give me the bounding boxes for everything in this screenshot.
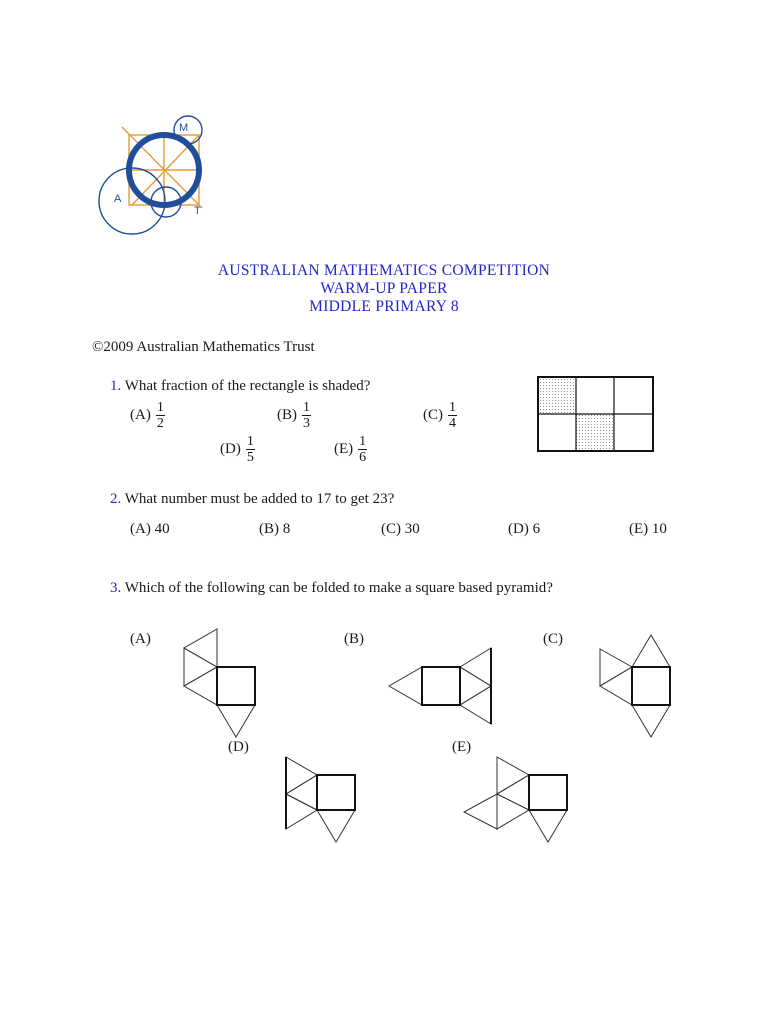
fraction-denominator: 2	[156, 416, 164, 431]
option-label: (D)	[220, 441, 241, 457]
question-text: Which of the following can be folded to make a square based pyramid?	[124, 580, 553, 596]
option-label: (B)	[277, 407, 297, 423]
q3-option-d-label[interactable]: (D)	[228, 739, 249, 755]
q2-option-c[interactable]: (C) 30	[381, 521, 420, 537]
fraction-denominator: 3	[303, 416, 310, 431]
q2-option-b[interactable]: (B) 8	[259, 521, 291, 537]
fraction-numerator: 1	[303, 400, 310, 415]
option-label: (E)	[334, 441, 354, 457]
question-text: What fraction of the rectangle is shaded?	[124, 378, 371, 394]
q3-option-e-label[interactable]: (E)	[452, 739, 472, 755]
fraction-denominator: 5	[246, 450, 254, 465]
fraction-denominator: 4	[449, 416, 456, 431]
logo-letter-a: A	[114, 193, 122, 205]
logo-letter-m: M	[179, 122, 189, 134]
option-label: (A)	[130, 407, 151, 423]
q2-option-a[interactable]: (A) 40	[130, 521, 170, 537]
question-number: 2.	[110, 491, 122, 507]
logo-letter-t: T	[194, 205, 201, 217]
paper-title: WARM-UP PAPER	[320, 280, 448, 297]
q3-option-c-label[interactable]: (C)	[543, 631, 563, 647]
q2-option-e[interactable]: (E) 10	[629, 521, 667, 537]
q3-option-a-label[interactable]: (A)	[130, 631, 151, 647]
question-number: 1.	[110, 378, 122, 394]
q3-option-b-label[interactable]: (B)	[344, 631, 364, 647]
level-title: MIDDLE PRIMARY 8	[309, 298, 459, 315]
option-label: (C)	[423, 407, 443, 423]
q2-option-d[interactable]: (D) 6	[508, 521, 541, 537]
question-text: What number must be added to 17 to get 23?	[124, 491, 395, 507]
fraction-numerator: 1	[246, 434, 254, 449]
copyright-notice: ©2009 Australian Mathematics Trust	[92, 339, 315, 355]
question-number: 3.	[110, 580, 122, 596]
fraction-numerator: 1	[359, 434, 367, 449]
fraction-denominator: 6	[359, 450, 367, 465]
fraction-numerator: 1	[449, 400, 456, 415]
competition-title: AUSTRALIAN MATHEMATICS COMPETITION	[217, 262, 551, 279]
fraction-numerator: 1	[156, 400, 164, 415]
